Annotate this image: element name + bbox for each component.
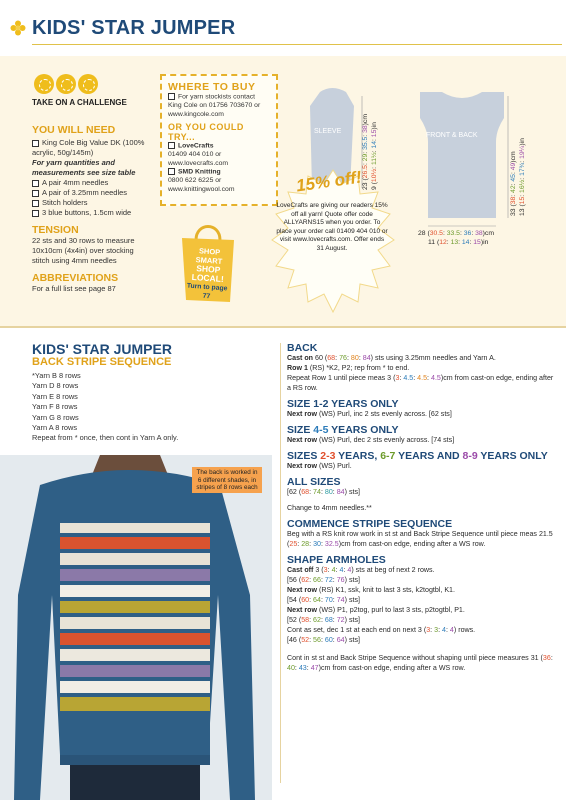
section-heading: TENSION <box>32 224 79 236</box>
stripe-sequence-list <box>32 371 178 444</box>
header-divider <box>32 44 562 45</box>
where-to-buy-box <box>160 74 278 206</box>
pattern-instructions <box>287 343 555 673</box>
list-item: Yarn D 8 rows <box>32 381 79 391</box>
difficulty-dot-icon <box>56 74 76 94</box>
sleeve-cm-measure: 23 (26.5: 29: 35.5: 38)cm <box>362 114 369 190</box>
list-item: A pair of 3.25mm needles <box>32 188 152 198</box>
section-heading: ABBREVIATIONS <box>32 272 119 284</box>
armhole-text: Next row (RS) K1, ssk, knit to last 3 sts, k2togtbl, K1. <box>287 586 455 594</box>
repeat-text: Repeat Row 1 until piece meas 3 (3: 4.5: 4.5: 4.5)cm from cast-on edge, ending after a RS row. <box>287 374 554 392</box>
shop-list <box>168 142 270 195</box>
challenge-label: TAKE ON A CHALLENGE <box>32 98 127 107</box>
all-sizes-heading: ALL SIZES <box>287 476 341 488</box>
list-item: Stitch holders <box>32 198 152 208</box>
difficulty-dot-icon <box>34 74 54 94</box>
armhole-text: [46 (52: 56: 60: 64) sts] <box>287 636 360 644</box>
size-heading: SIZES 2-3 YEARS, 6-7 YEARS AND 8-9 YEARS ONLY <box>287 450 548 462</box>
final-text: Cont in st st and Back Stripe Sequence without shaping until piece measures 31 (36: 40: 43: 47)cm from cast-on edge, ending after a WS row. <box>287 654 553 672</box>
checkbox-icon <box>168 93 175 100</box>
armhole-text: [52 (58: 62: 68: 72) sts] <box>287 616 360 624</box>
shop-local-bag <box>176 218 240 306</box>
checkbox-icon <box>32 210 39 217</box>
you-will-need-section <box>32 124 152 294</box>
size-heading: SIZE 1-2 YEARS ONLY <box>287 398 399 410</box>
tension-text: 22 sts and 30 rows to measure 10x10cm (4x4in) over stocking stitch using 4mm needles <box>32 236 135 265</box>
checkbox-icon <box>32 180 39 187</box>
jumper-photo <box>0 455 272 800</box>
list-item: For yarn quantities and measurements see size table <box>32 158 136 177</box>
materials-list <box>32 138 152 218</box>
body-cm-measure: 33 (38: 42: 45: 49)cm <box>510 151 517 216</box>
front-back-label: FRONT & BACK <box>426 132 478 139</box>
difficulty-dot-icon <box>78 74 98 94</box>
all-sizes-text: [62 (68: 74: 80: 84) sts] <box>287 488 360 496</box>
list-item: King Cole Big Value DK (100% acrylic, 50g/145m) <box>32 138 145 157</box>
sequence-title: KIDS' STAR JUMPER <box>32 341 172 357</box>
sleeve-in-measure: 9 (10½: 11½: 14: 15)in <box>371 122 378 190</box>
list-item: 01409 404 010 or www.lovecrafts.com <box>168 150 229 167</box>
list-item: Yarn F 8 rows <box>32 402 78 412</box>
stripe-text: Beg with a RS knit row work in st st and Back Stripe Sequence until piece meas 21.5 (25: 28: 30: 32.5)cm from cast-on edge, ending after a WS row. <box>287 530 553 548</box>
change-needles-text: Change to 4mm needles.** <box>287 504 372 512</box>
checkbox-icon <box>168 168 175 175</box>
section-heading: WHERE TO BUY <box>168 81 256 93</box>
armhole-text: Cast off 3 (3: 4: 4: 4) sts at beg of next 2 rows. <box>287 566 435 574</box>
size-text: Next row (WS) Purl, inc 2 sts evenly across. [62 sts] <box>287 410 452 418</box>
list-item: Repeat from * once, then cont in Yarn A only. <box>32 433 179 443</box>
sequence-subtitle: BACK STRIPE SEQUENCE <box>32 356 172 368</box>
list-item: Yarn E 8 rows <box>32 391 78 401</box>
width-cm-measure: 28 (30.5: 33.5: 36: 38)cm <box>418 230 494 237</box>
list-item: Yarn G 8 rows <box>32 412 79 422</box>
page-title: KIDS' STAR JUMPER <box>32 17 236 39</box>
column-divider <box>280 343 281 783</box>
body-in-measure: 13 (15: 16½: 17¾: 19¼)in <box>519 138 526 216</box>
section-heading: OR YOU COULD TRY... <box>168 121 244 142</box>
promo-body: LoveCrafts are giving our readers 15% off all yarn! Quote offer code ALLYARNS15 when you order. To place your order call 01409 404 010 or visit www.lovecrafts.com. Offer ends 31 August. <box>276 202 388 252</box>
armhole-text: Cont as set, dec 1 st at each end on next 3 (3: 3: 4: 4) rows. <box>287 626 476 634</box>
armhole-text: [56 (62: 66: 72: 76) sts] <box>287 576 360 584</box>
abbreviations-text: For a full list see page 87 <box>32 284 116 293</box>
checkbox-icon <box>32 200 39 207</box>
list-item: SMD Knitting <box>168 168 270 177</box>
size-text: Next row (WS) Purl, dec 2 sts evenly across. [74 sts] <box>287 436 455 444</box>
checkbox-icon <box>32 190 39 197</box>
row1-text: Row 1 (RS) *K2, P2; rep from * to end. <box>287 364 410 372</box>
size-heading: SIZE 4-5 YEARS ONLY <box>287 424 399 436</box>
bag-text-3: Turn to page 77 <box>186 282 228 300</box>
stockist-info <box>168 93 270 120</box>
checkbox-icon <box>32 140 39 147</box>
flower-icon <box>10 20 26 36</box>
bag-text-1: SHOP SMART <box>195 246 223 266</box>
list-item: *Yarn B 8 rows <box>32 371 81 380</box>
difficulty-rating <box>34 74 100 99</box>
width-in-measure: 11 (12: 13: 14: 15)in <box>428 239 489 246</box>
bag-text-2: SHOP LOCAL! <box>191 263 225 284</box>
promo-headline: 15% off! <box>294 167 363 196</box>
sleeve-label: SLEEVE <box>314 128 342 135</box>
armhole-text: [54 (60: 64: 70: 74) sts] <box>287 596 360 604</box>
checkbox-icon <box>168 142 175 149</box>
armhole-heading: SHAPE ARMHOLES <box>287 554 386 566</box>
size-text: Next row (WS) Purl. <box>287 462 352 470</box>
list-item: 3 blue buttons, 1.5cm wide <box>32 208 152 218</box>
striped-jumper-illustration <box>0 455 272 800</box>
armhole-text: Next row (WS) P1, p2tog, purl to last 3 sts, p2togtbl, P1. <box>287 606 465 614</box>
list-item: LoveCrafts <box>168 142 270 151</box>
list-item: 0800 622 6225 or www.knittingwool.com <box>168 177 235 194</box>
list-item: A pair 4mm needles <box>32 178 152 188</box>
cast-on-text: Cast on 60 (68: 76: 80: 84) sts using 3.25mm needles and Yarn A. <box>287 354 496 362</box>
list-item: Yarn A 8 rows <box>32 423 78 433</box>
photo-callout: The back is worked in 6 different shades, in stripes of 8 rows each <box>192 467 262 493</box>
back-heading: BACK <box>287 342 318 354</box>
list-item: For yarn stockists contact King Cole on 01756 703670 or www.kingcole.com <box>168 93 261 118</box>
watermark: PassionForum.ru <box>452 784 521 794</box>
section-heading: YOU WILL NEED <box>32 124 116 136</box>
section-divider <box>0 326 566 328</box>
stripe-heading: COMMENCE STRIPE SEQUENCE <box>287 518 453 530</box>
